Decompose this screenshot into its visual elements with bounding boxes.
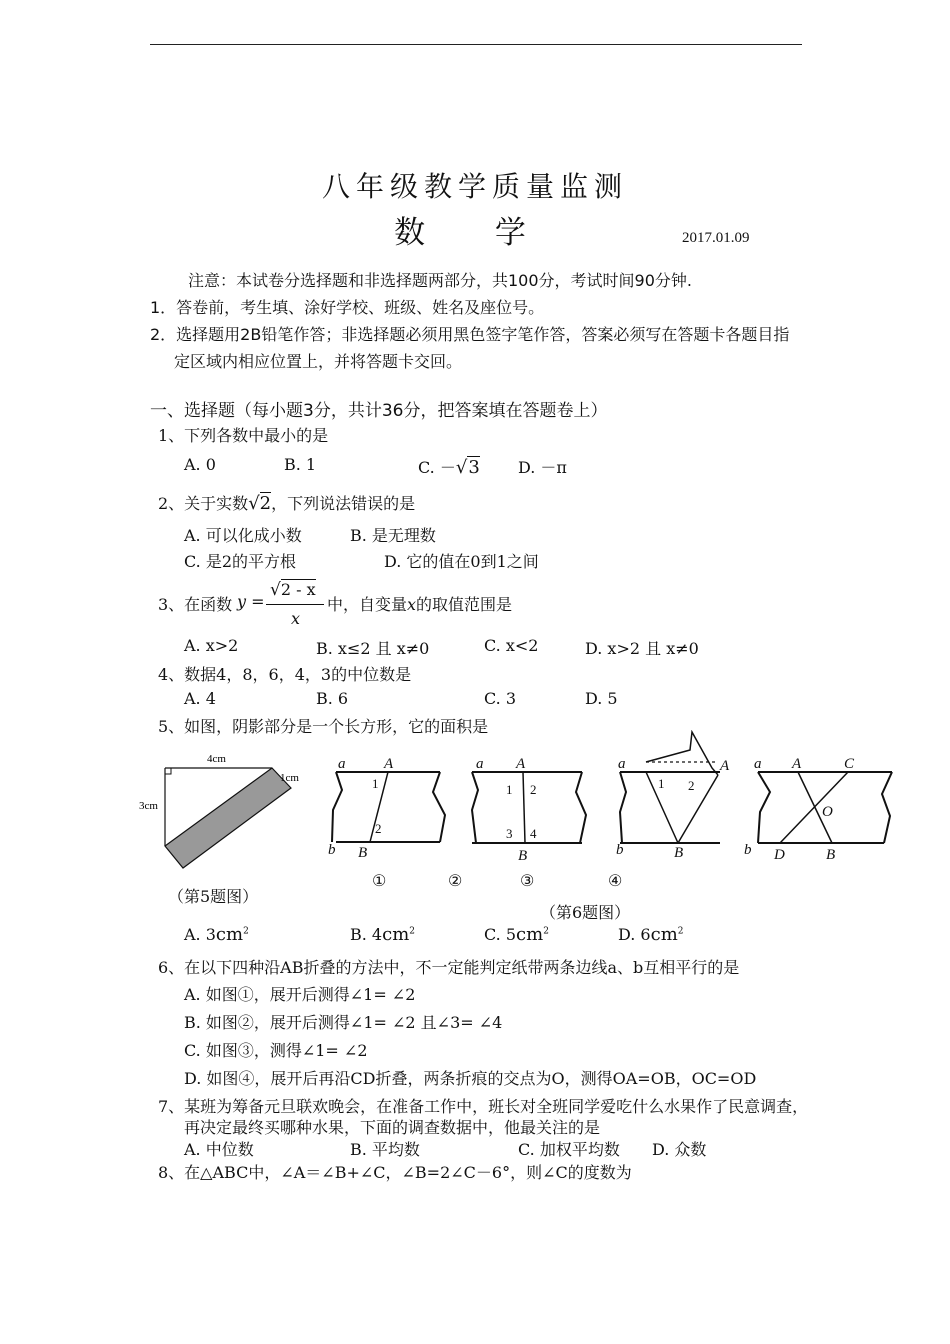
- fig6-2-left-tear: [472, 772, 478, 843]
- q6-option-a: A. 如图①，展开后测得∠1= ∠2: [184, 985, 416, 1004]
- notice-item-2a: 2．选择题用2B铅笔作答；非选择题必须用黑色签字笔作答，答案必须写在答题卡各题目指: [150, 325, 790, 344]
- fig6-num-2: ②: [448, 871, 463, 890]
- fig6-2-right-tear: [576, 772, 586, 843]
- q5-option-c-unit: cm: [516, 924, 544, 945]
- section-heading: 一、选择题（每小题3分，共计36分，把答案填在答题卷上）: [150, 401, 608, 421]
- fig6-1-label-A: A: [384, 756, 394, 772]
- q2-radicand: 2: [259, 493, 272, 514]
- q4-option-d: D. 5: [585, 689, 618, 708]
- notice-item-1: 1．答卷前，考生填、涂好学校、班级、姓名及座位号。: [150, 298, 545, 317]
- q5-option-c-exp: 2: [543, 926, 549, 937]
- q5-option-a: [184, 924, 249, 945]
- fig5-label-right: 1cm: [280, 772, 299, 784]
- fig5-label-top: 4cm: [207, 753, 226, 765]
- fig6-2-label-4: 4: [530, 826, 537, 841]
- fig6-4-label-A: A: [792, 756, 802, 772]
- fig6-4-right-tear: [882, 772, 892, 843]
- q1-option-b: B. 1: [284, 455, 317, 474]
- q5-option-b-label: B. 4: [350, 925, 383, 944]
- q3-option-b: B. x≤2 且 x≠0: [316, 639, 430, 658]
- fig6-4-label-D: D: [774, 847, 785, 863]
- q5-option-c-label: C. 5: [484, 925, 517, 944]
- q2-stem: [158, 491, 415, 514]
- q3-radicand: 2 - x: [280, 580, 316, 599]
- fig6-3-left-tear: [620, 772, 626, 843]
- header-rule: [150, 44, 802, 45]
- q4-option-a: A. 4: [184, 689, 216, 708]
- q3-function-lhs: [237, 592, 265, 611]
- fig6-4-label-a: a: [754, 756, 762, 772]
- q2-stem-b: ，下列说法错误的是: [271, 494, 416, 513]
- q4-stem: 4、数据4，8，6，4，3的中位数是: [158, 665, 412, 684]
- sqrt-icon: √: [270, 580, 281, 600]
- q3-numerator: [270, 580, 316, 600]
- fig6-1-label-1: 1: [372, 776, 379, 791]
- fig6-4-left-tear: [758, 772, 770, 843]
- fig6-panel-1: [332, 772, 445, 842]
- q3-y: y: [237, 592, 247, 611]
- fig6-3-label-b: b: [616, 842, 624, 858]
- q2-option-c: C. 是2的平方根: [184, 552, 297, 571]
- exam-date: 2017.01.09: [682, 230, 750, 246]
- fig6-2-label-1: 1: [506, 782, 513, 797]
- q1-option-a: A. 0: [184, 455, 216, 474]
- fig6-2-fold-ab: [523, 772, 525, 843]
- q5-option-d-exp: 2: [677, 926, 684, 937]
- q5-option-d-unit: cm: [650, 924, 678, 945]
- q3-denominator: x: [291, 609, 301, 628]
- figure-q6: [320, 730, 900, 865]
- q4-option-b: B. 6: [316, 689, 349, 708]
- q6-option-c: C. 如图③，测得∠1= ∠2: [184, 1041, 368, 1060]
- right-angle-icon: [165, 768, 171, 774]
- fig6-1-label-2: 2: [375, 821, 382, 836]
- notice-item-2b: 定区域内相应位置上，并将答题卡交回。: [174, 352, 463, 371]
- notice-line: 注意：本试卷分选择题和非选择题两部分，共100分，考试时间90分钟.: [188, 271, 692, 290]
- q6-stem: 6、在以下四种沿AB折叠的方法中，不一定能判定纸带两条边线a、b互相平行的是: [158, 958, 740, 977]
- q7-stem-b: 再决定最终买哪种水果，下面的调查数据中，他最关注的是: [184, 1118, 601, 1137]
- q8-stem: 8、在△ABC中，∠A＝∠B+∠C，∠B=2∠C－6°，则∠C的度数为: [158, 1163, 632, 1182]
- fig6-num-1: ①: [372, 871, 387, 890]
- q3-fraction-bar: [266, 604, 324, 605]
- fig5-label-left: 3cm: [139, 800, 158, 812]
- figure-q5: [135, 748, 310, 873]
- fig6-4-label-O: O: [822, 804, 833, 820]
- fig6-2-label-2: 2: [530, 782, 537, 797]
- q7-option-d: D. 众数: [652, 1140, 707, 1159]
- q5-option-b-exp: 2: [409, 926, 415, 937]
- fig6-4-label-b: b: [744, 842, 752, 858]
- q3-option-c: C. x<2: [484, 636, 539, 655]
- q5-stem: 5、如图，阴影部分是一个长方形，它的面积是: [158, 717, 489, 736]
- q3-stem-c: 的取值范围是: [416, 595, 513, 614]
- fig6-4-label-B: B: [826, 847, 836, 863]
- q5-option-a-exp: 2: [243, 926, 249, 937]
- sqrt-icon: √3: [455, 457, 480, 478]
- q5-option-b-unit: cm: [382, 924, 410, 945]
- q2-stem-a: 2、关于实数: [158, 494, 249, 513]
- q4-option-c: C. 3: [484, 689, 517, 708]
- fig6-1-left-tear: [332, 772, 342, 842]
- q5-option-a-label: A. 3: [184, 925, 216, 944]
- fig6-panel-2: [472, 772, 586, 843]
- fig6-2-label-a: a: [476, 756, 484, 772]
- q6-option-d: D. 如图④，展开后再沿CD折叠，两条折痕的交点为O，测得OA=OB，OC=OD: [184, 1069, 757, 1088]
- fig6-1-right-tear: [433, 772, 445, 842]
- q3-option-a: A. x>2: [184, 636, 239, 655]
- q5-option-b: [350, 924, 415, 945]
- fig6-num-3: ③: [520, 871, 535, 890]
- q5-option-c: [484, 924, 549, 945]
- q7-option-b: B. 平均数: [350, 1140, 420, 1159]
- fig6-3-label-2: 2: [688, 778, 695, 793]
- exam-title: 八年级教学质量监测: [321, 170, 628, 203]
- fig6-4-label-C: C: [844, 756, 855, 772]
- fig6-4-fold-cd: [780, 772, 848, 843]
- q3-stem-a: 3、在函数: [158, 595, 233, 614]
- q5-option-a-unit: cm: [215, 924, 244, 945]
- q1-option-d: D. －π: [518, 458, 567, 477]
- fig6-3-label-1: 1: [658, 776, 665, 791]
- fig6-panel-3: [620, 732, 720, 843]
- q2-option-a: A. 可以化成小数: [184, 526, 302, 545]
- q1-stem: 1、下列各数中最小的是: [158, 426, 329, 445]
- q3-equals: =: [251, 592, 265, 611]
- fig6-2-label-B: B: [518, 848, 528, 864]
- fig6-3-label-a: a: [618, 756, 626, 772]
- q3-stem-rest: [327, 592, 512, 615]
- fig6-num-4: ④: [608, 871, 623, 890]
- q6-option-b: B. 如图②，展开后测得∠1= ∠2 且∠3= ∠4: [184, 1013, 503, 1032]
- q5-caption: （第5题图）: [168, 887, 259, 906]
- sqrt-icon: √2: [248, 493, 272, 514]
- fig6-2-label-A: A: [516, 756, 526, 772]
- fig5-shaded-rectangle: [165, 768, 291, 868]
- q1-option-c-prefix: C. －: [418, 458, 456, 477]
- fig6-caption: （第6题图）: [540, 903, 631, 922]
- subject-title: 数 学: [394, 215, 556, 251]
- q5-option-d-label: D. 6: [618, 925, 651, 944]
- fig6-3-label-B: B: [674, 845, 684, 861]
- q7-stem-a: 7、某班为筹备元旦联欢晚会，在准备工作中，班长对全班同学爱吃什么水果作了民意调查，: [158, 1097, 809, 1116]
- q2-option-d: D. 它的值在0到1之间: [384, 552, 539, 571]
- q7-option-c: C. 加权平均数: [518, 1140, 620, 1159]
- q3-option-d: D. x>2 且 x≠0: [585, 639, 699, 658]
- fig6-1-label-b: b: [328, 842, 336, 858]
- fig6-3-folded-flap: [646, 732, 718, 775]
- q5-option-d: [618, 924, 684, 945]
- q1-option-c-radicand: 3: [468, 457, 480, 478]
- fig6-3-label-A: A: [720, 758, 730, 774]
- q7-option-a: A. 中位数: [184, 1140, 254, 1159]
- fig6-1-label-a: a: [338, 756, 346, 772]
- q2-option-b: B. 是无理数: [350, 526, 436, 545]
- fig6-3-fold-right: [678, 775, 718, 843]
- q1-option-c: [418, 455, 480, 478]
- q3-stem-b: 中，自变量: [327, 595, 408, 614]
- q3-var: x: [407, 595, 417, 614]
- fig6-2-label-3: 3: [506, 826, 513, 841]
- fig6-1-label-B: B: [358, 845, 368, 861]
